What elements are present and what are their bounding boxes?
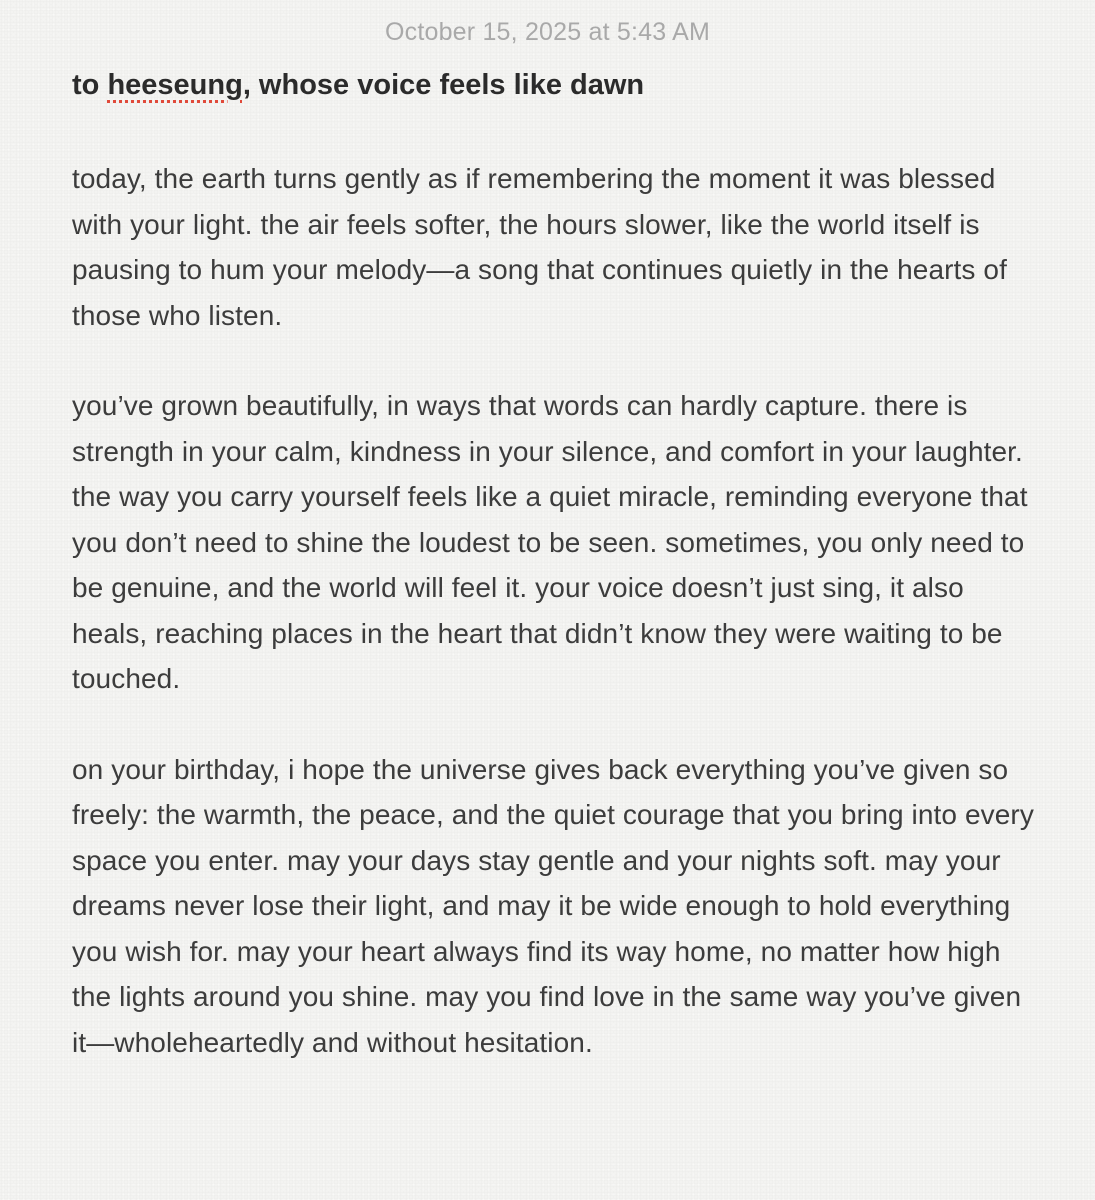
paragraph-3: on your birthday, i hope the universe gives back everything you’ve given so freely: the warmth, the peace, and the quiet courage that you bring into every space you enter. may your days stay gentle and your nights soft. may your dreams never lose their light, and may it be wide enough to hold everything you wish for. may your heart always find its way home, no matter how high the lights around you shine. may you find love in the same way you’ve given it—wholeheartedly and without hesitation. — [72, 753, 1034, 1058]
paragraph-2: you’ve grown beautifully, in ways that words can hardly capture. there is strength in your calm, kindness in your silence, and comfort in your laughter. the way you carry yourself feels like a quiet miracle, reminding everyone that you don’t need to shine the loudest to be seen. sometimes, you only need to be genuine, and the world will feel it. your voice doesn’t just sing, it also heals, reaching places in the heart that didn’t know they were waiting to be touched. — [72, 390, 1028, 694]
spellcheck-flagged-word[interactable]: heeseung — [107, 69, 243, 101]
note-body[interactable] — [72, 156, 1037, 1110]
note-timestamp: October 15, 2025 at 5:43 AM — [384, 18, 711, 46]
note-title[interactable] — [72, 66, 1035, 104]
paragraph-1: today, the earth turns gently as if remembering the moment it was blessed with your light. the air feels softer, the hours slower, like the world itself is pausing to hum your melody—a song that continues quietly in the hearts of those who listen. — [72, 163, 1007, 331]
title-suffix: , whose voice feels like dawn — [242, 69, 645, 101]
title-prefix: to — [72, 69, 108, 101]
